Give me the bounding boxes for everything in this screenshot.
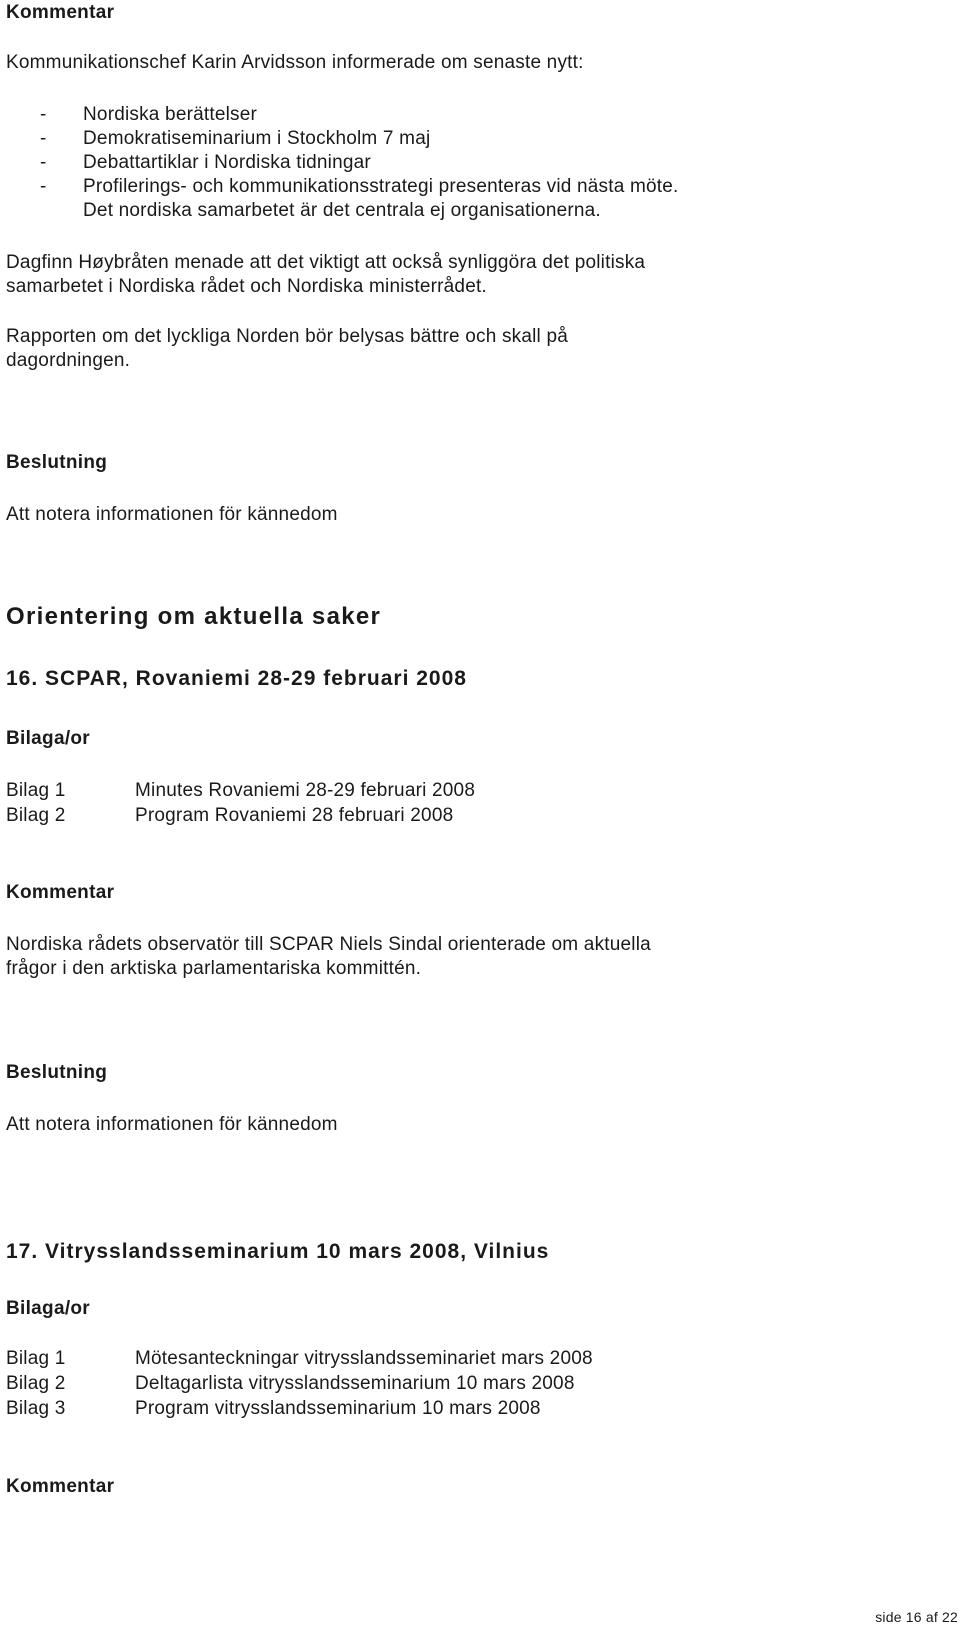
attachment-text: Deltagarlista vitrysslandsseminarium 10 mars 2008 — [135, 1373, 575, 1394]
bullet-continuation: Det nordiska samarbetet är det centrala ej organisationerna. — [83, 200, 601, 221]
comment-heading: Kommentar — [6, 2, 115, 23]
attachments-heading: Bilaga/or — [6, 728, 90, 749]
bullet-item: Nordiska berättelser — [83, 104, 258, 125]
decision-text: Att notera informationen för kännedom — [6, 1114, 338, 1135]
decision-heading: Beslutning — [6, 452, 108, 473]
bullet-dash: - — [40, 104, 47, 125]
decision-heading: Beslutning — [6, 1062, 108, 1083]
section-title: Orientering om aktuella saker — [6, 603, 382, 630]
attachment-text: Program vitrysslandsseminarium 10 mars 2008 — [135, 1398, 541, 1419]
comment-heading: Kommentar — [6, 882, 115, 903]
attachments-heading: Bilaga/or — [6, 1298, 90, 1319]
decision-text: Att notera informationen för kännedom — [6, 504, 338, 525]
attachment-text: Program Rovaniemi 28 februari 2008 — [135, 805, 454, 826]
item-17-title: 17. Vitrysslandsseminarium 10 mars 2008, Vilnius — [6, 1240, 550, 1263]
attachment-label: Bilag 2 — [6, 1373, 66, 1394]
paragraph-line: samarbetet i Nordiska rådet och Nordiska ministerrådet. — [6, 276, 487, 297]
comment-line: Nordiska rådets observatör till SCPAR Niels Sindal orienterade om aktuella — [6, 934, 651, 955]
bullet-item: Demokratiseminarium i Stockholm 7 maj — [83, 128, 431, 149]
attachment-text: Mötesanteckningar vitrysslandsseminariet mars 2008 — [135, 1348, 593, 1369]
attachment-label: Bilag 3 — [6, 1398, 66, 1419]
paragraph-line: Rapporten om det lyckliga Norden bör belysas bättre och skall på — [6, 326, 568, 347]
comment-heading: Kommentar — [6, 1476, 115, 1497]
item-16-title: 16. SCPAR, Rovaniemi 28-29 februari 2008 — [6, 667, 467, 690]
intro-text: Kommunikationschef Karin Arvidsson informerade om senaste nytt: — [6, 52, 584, 73]
page-number: side 16 af 22 — [875, 1609, 958, 1625]
bullet-dash: - — [40, 176, 47, 197]
bullet-dash: - — [40, 152, 47, 173]
attachment-label: Bilag 1 — [6, 1348, 66, 1369]
attachment-label: Bilag 1 — [6, 780, 66, 801]
paragraph-line: dagordningen. — [6, 350, 131, 371]
attachment-text: Minutes Rovaniemi 28-29 februari 2008 — [135, 780, 476, 801]
bullet-dash: - — [40, 128, 47, 149]
paragraph-line: Dagfinn Høybråten menade att det viktigt att också synliggöra det politiska — [6, 252, 646, 273]
bullet-item: Debattartiklar i Nordiska tidningar — [83, 152, 371, 173]
comment-line: frågor i den arktiska parlamentariska kommittén. — [6, 958, 422, 979]
bullet-item: Profilerings- och kommunikationsstrategi presenteras vid nästa möte. — [83, 176, 679, 197]
attachment-label: Bilag 2 — [6, 805, 66, 826]
